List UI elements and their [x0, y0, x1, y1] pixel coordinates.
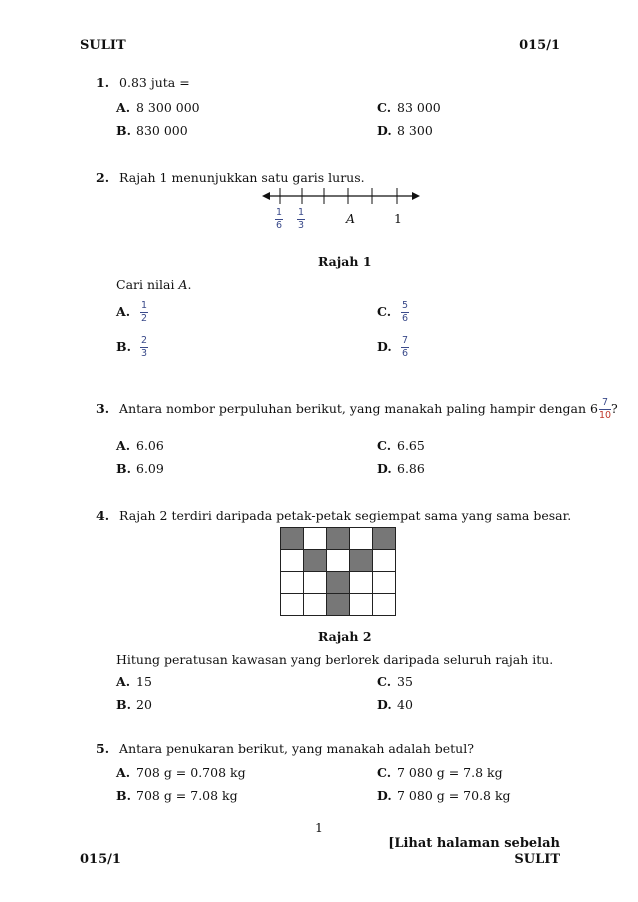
shaded-cell: [281, 528, 304, 550]
q1-option-c[interactable]: C. 83 000: [377, 100, 441, 115]
shaded-cell: [327, 594, 350, 616]
grid-cell: [327, 550, 350, 572]
header-left: SULIT: [80, 38, 126, 53]
q2-option-a[interactable]: A. $\frac{1}{2}$: [116, 300, 147, 324]
question-prompt: Hitung peratusan kawasan yang berlorek daripada seluruh rajah itu.: [116, 652, 554, 667]
q4-option-d[interactable]: D. 40: [377, 697, 413, 712]
shaded-cell: [327, 572, 350, 594]
grid-cell: [350, 528, 373, 550]
question-text: Antara penukaran berikut, yang manakah adalah betul?: [119, 741, 474, 756]
grid-cell: [281, 594, 304, 616]
header-right: 015/1: [519, 38, 560, 53]
question-3: 3. Antara nombor perpuluhan berikut, yang manakah paling hampir dengan 6 $\frac{7}{10}$ ?: [96, 397, 618, 421]
grid-cell: [373, 572, 396, 594]
number-line: [262, 186, 422, 210]
question-1: [96, 75, 190, 90]
q2-option-d[interactable]: D. $\frac{7}{6}$: [377, 335, 408, 359]
question-number: 2.: [96, 170, 110, 185]
q3-option-d[interactable]: D. 6.86: [377, 461, 425, 476]
question-number: 4.: [96, 508, 110, 523]
q5-option-a[interactable]: A. 708 g = 0.708 kg: [116, 765, 246, 780]
question-4: [96, 508, 571, 523]
q2-option-b[interactable]: B. $\frac{2}{3}$: [116, 335, 147, 359]
question-number: 1.: [96, 75, 110, 90]
q4-option-c[interactable]: C. 35: [377, 674, 413, 689]
question-2: [96, 170, 365, 185]
q3-option-b[interactable]: B. 6.09: [116, 461, 164, 476]
question-text: Rajah 2 terdiri daripada petak-petak segiempat sama yang sama besar.: [119, 508, 572, 523]
question-number: 5.: [96, 741, 110, 756]
numberline-label-one-third: 1 3: [297, 207, 305, 231]
shaded-grid: [280, 527, 396, 616]
q2-option-c[interactable]: C. $\frac{5}{6}$: [377, 300, 408, 324]
shaded-cell: [350, 550, 373, 572]
grid-cell: [281, 550, 304, 572]
question-text: Rajah 1 menunjukkan satu garis lurus.: [119, 170, 365, 185]
page-number: 1: [315, 820, 323, 835]
q4-option-b[interactable]: B. 20: [116, 697, 152, 712]
shaded-cell: [327, 528, 350, 550]
figure-caption: Rajah 1: [318, 254, 372, 269]
q5-option-b[interactable]: B. 708 g = 7.08 kg: [116, 788, 238, 803]
footer-right: SULIT: [514, 852, 560, 867]
q1-option-d[interactable]: D. 8 300: [377, 123, 433, 138]
q5-option-c[interactable]: C. 7 080 g = 7.8 kg: [377, 765, 503, 780]
numberline-label-1: 1: [394, 211, 402, 226]
question-5: [96, 741, 474, 756]
footer-left: 015/1: [80, 852, 121, 867]
shaded-cell: [373, 528, 396, 550]
grid-cell: [350, 594, 373, 616]
q1-option-b[interactable]: B. 830 000: [116, 123, 188, 138]
grid-cell: [281, 572, 304, 594]
q4-option-a[interactable]: A. 15: [116, 674, 152, 689]
grid-cell: [304, 528, 327, 550]
question-number: 3.: [96, 401, 110, 416]
question-text: 0.83 juta =: [119, 75, 190, 90]
q3-option-a[interactable]: A. 6.06: [116, 438, 164, 453]
grid-cell: [304, 594, 327, 616]
footer-next-page: [Lihat halaman sebelah: [388, 836, 560, 851]
grid-cell: [373, 594, 396, 616]
grid-cell: [373, 550, 396, 572]
q5-option-d[interactable]: D. 7 080 g = 70.8 kg: [377, 788, 511, 803]
figure-caption: Rajah 2: [318, 629, 372, 644]
numberline-label-one-sixth: 1 6: [275, 207, 283, 231]
grid-cell: [304, 572, 327, 594]
q3-option-c[interactable]: C. 6.65: [377, 438, 425, 453]
q1-option-a[interactable]: A. 8 300 000: [116, 100, 200, 115]
grid-cell: [350, 572, 373, 594]
question-prompt: Cari nilai A.: [116, 277, 192, 292]
question-text: Antara nombor perpuluhan berikut, yang manakah paling hampir dengan 6: [119, 401, 598, 416]
shaded-cell: [304, 550, 327, 572]
numberline-label-a: A: [346, 211, 356, 226]
